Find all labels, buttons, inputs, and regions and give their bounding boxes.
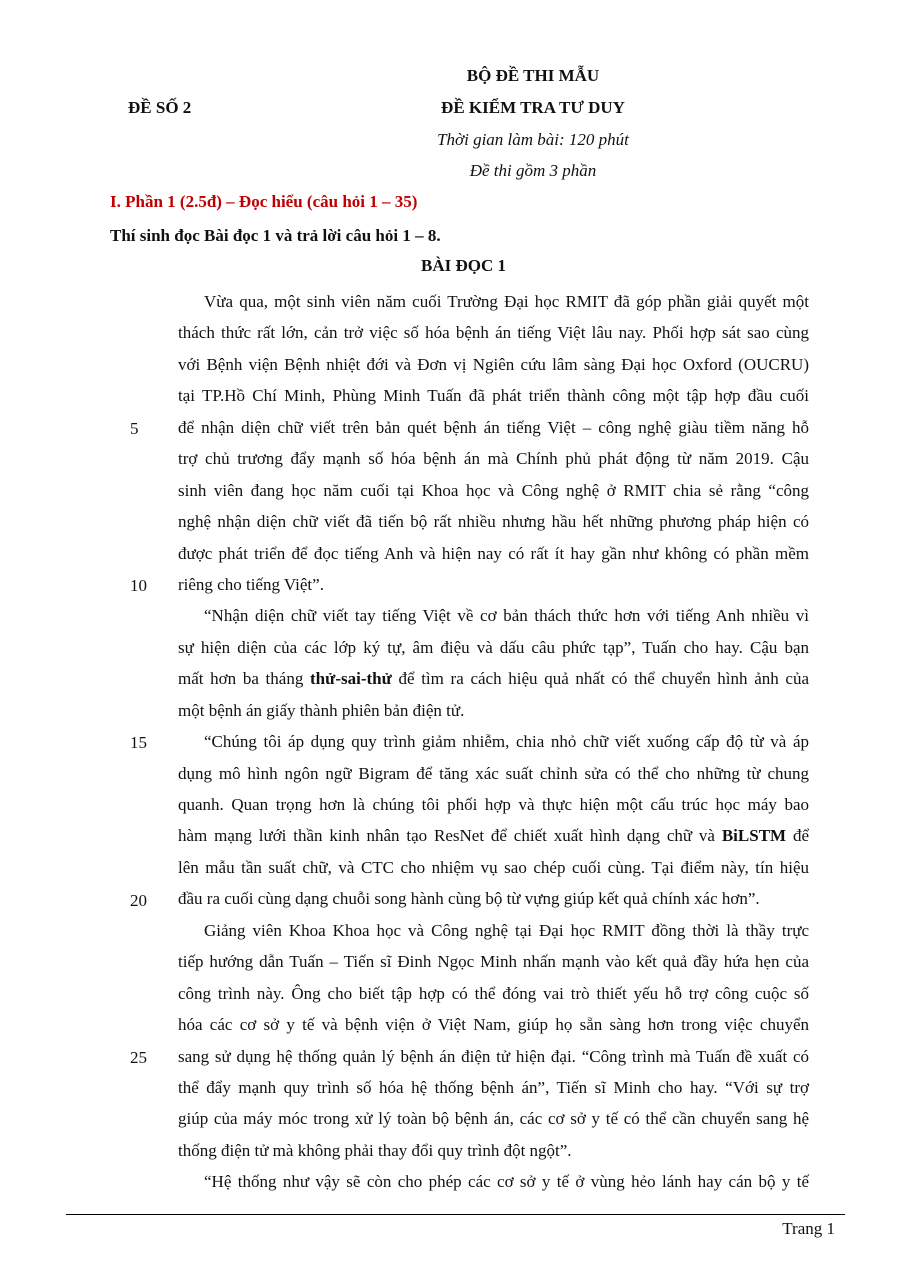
passage-line xyxy=(178,1103,809,1134)
passage-line xyxy=(178,286,809,317)
passage-text: công trình này. Ông cho biết tập hợp có thể đóng vai trò thiết yếu hỗ trợ công cuộc số xyxy=(178,983,809,1003)
passage-text: hóa các cơ sở y tế và bệnh viện ở Việt Nam, giúp họ sẵn sàng hơn trong việc chuyển xyxy=(178,1015,809,1035)
passage-line xyxy=(178,1135,809,1166)
line-number: 20 xyxy=(130,890,147,910)
passage-text: tại TP.Hồ Chí Minh, Phùng Minh Tuấn đã phát triển thành công một tập hợp đầu cuối xyxy=(178,386,809,406)
passage-text: với Bệnh viện Bệnh nhiệt đới và Đơn vị Ngiên cứu lâm sàng Đại học Oxford (OUCRU) xyxy=(178,354,809,374)
passage-text: Vừa qua, một sinh viên năm cuối Trường Đại học RMIT đã góp phần giải quyết một xyxy=(204,292,809,311)
footer-divider xyxy=(66,1214,845,1215)
passage-line xyxy=(178,317,809,348)
bold-term: thử-sai-thử xyxy=(310,669,392,689)
passage-line xyxy=(178,663,809,694)
passage-text: “Chúng tôi áp dụng quy trình giảm nhiễm, chia nhỏ chữ viết xuống cấp độ từ và áp xyxy=(204,732,809,752)
passage-line xyxy=(178,1072,809,1103)
passage-text: để nhận diện chữ viết trên bản quét bệnh án tiếng Việt – công nghệ giàu tiềm năng hỗ xyxy=(178,417,809,437)
passage-text: để tìm ra cách hiệu quả nhất có thể chuyển hình ảnh của xyxy=(391,669,810,689)
passage-text: sinh viên đang học năm cuối tại Khoa học và Công nghệ ở RMIT chia sẻ rằng “công xyxy=(178,480,809,500)
time-limit-note: Thời gian làm bài: 120 phút xyxy=(437,130,629,149)
exam-set-title: BỘ ĐỀ THI MẪU xyxy=(466,66,600,85)
passage-text: quanh. Quan trọng hơn là chúng tôi phối hợp và thực hiện một cấu trúc học máy bao xyxy=(178,795,809,814)
passage-line xyxy=(178,883,809,914)
passage-line xyxy=(178,443,809,474)
passage-text: “Nhận diện chữ viết tay tiếng Việt về cơ bản thách thức hơn với tiếng Anh nhiều vì xyxy=(204,606,809,626)
passage-text: lên mẫu tần suất chữ, và CTC cho nhiệm vụ sao chép cuối cùng. Tại điểm này, tín hiệu xyxy=(178,857,809,877)
passage-text: thách thức rất lớn, cản trở việc số hóa bệnh án tiếng Việt lâu nay. Phối hợp sát sao cùng xyxy=(178,323,809,343)
bold-term: BiLSTM xyxy=(721,826,787,846)
passage-text: hàm mạng lưới thần kinh nhân tạo ResNet để chiết xuất hình dạng chữ và xyxy=(178,826,722,846)
passage-line xyxy=(178,915,809,946)
passage-text: Giảng viên Khoa Khoa học và Công nghệ tại Đại học RMIT đồng thời là thầy trực xyxy=(204,920,809,940)
passage-line xyxy=(178,1166,809,1197)
exam-number: ĐỀ SỐ 2 xyxy=(128,98,192,117)
passage-text: một bệnh án giấy thành phiên bản điện tử. xyxy=(178,700,465,720)
passage-line xyxy=(178,726,809,757)
line-number: 10 xyxy=(130,576,147,596)
passage-text: dụng mô hình ngôn ngữ Bigram để tăng xác suất chỉnh sửa có thể cho những từ chung xyxy=(178,763,809,783)
passage-text: tiếp hướng dẫn Tuấn – Tiến sĩ Đinh Ngọc Minh nhấn mạnh vào kết quả đầy hứa hẹn của xyxy=(178,952,809,972)
passage-line xyxy=(178,789,809,820)
passage-text: nghệ nhận diện chữ viết đã tiến bộ rất nhiều nhưng hầu hết những phương pháp hiện có xyxy=(178,512,809,532)
passage-line xyxy=(178,475,809,506)
passage-text: đầu ra cuối cùng dạng chuỗi song hành cùng bộ từ vựng giúp kết quả chính xác hơn”. xyxy=(178,889,760,909)
passage-text: sự hiện diện của các lớp ký tự, âm điệu và dấu câu phức tạp”, Tuấn cho hay. Cậu bạn xyxy=(178,637,809,657)
parts-note: Đề thi gồm 3 phần xyxy=(469,161,597,180)
passage-text: trợ chủ trương đẩy mạnh số hóa bệnh án mà Chính phủ phát động từ năm 2019. Cậu xyxy=(178,449,809,469)
passage-line xyxy=(178,852,809,883)
passage-text: “Hệ thống như vậy sẽ còn cho phép các cơ sở y tế ở vùng hẻo lánh hay cán bộ y tế xyxy=(204,1172,809,1192)
section-heading: I. Phần 1 (2.5đ) – Đọc hiểu (câu hỏi 1 – 35) xyxy=(110,192,418,211)
passage-line xyxy=(178,820,809,851)
instruction-text: Thí sinh đọc Bài đọc 1 và trả lời câu hỏi 1 – 8. xyxy=(110,226,441,245)
passage-line xyxy=(178,946,809,977)
passage-text: riêng cho tiếng Việt”. xyxy=(178,574,324,594)
passage-line xyxy=(178,538,809,569)
passage-line xyxy=(178,632,809,663)
page-number: Trang 1 xyxy=(782,1219,835,1238)
reading-title: BÀI ĐỌC 1 xyxy=(421,256,507,275)
line-number: 5 xyxy=(130,418,139,438)
passage-text: thể đẩy mạnh quy trình số hóa hệ thống bệnh án”, Tiến sĩ Minh cho hay. “Với sự trợ xyxy=(178,1077,809,1097)
exam-subtitle: ĐỀ KIỂM TRA TƯ DUY xyxy=(441,98,625,117)
passage-text: để xyxy=(786,826,809,846)
passage-line xyxy=(178,569,809,600)
passage-line xyxy=(178,1041,809,1072)
passage-text: được phát triển để đọc tiếng Anh và hiện nay có rất ít hay gần như không có phần mềm xyxy=(178,543,809,563)
passage-text: mất hơn ba tháng xyxy=(178,669,311,689)
line-number: 15 xyxy=(130,733,147,753)
passage-line xyxy=(178,758,809,789)
passage-text: thống điện tử mà không phải thay đổi quy trình đột ngột”. xyxy=(178,1140,572,1160)
passage-line xyxy=(178,349,809,380)
passage-line xyxy=(178,978,809,1009)
reading-passage xyxy=(178,286,809,1198)
passage-text: sang sử dụng hệ thống quản lý bệnh án điện tử hiện đại. “Công trình mà Tuấn đề xuất có xyxy=(178,1046,809,1066)
passage-line xyxy=(178,506,809,537)
line-number: 25 xyxy=(130,1047,147,1067)
passage-line xyxy=(178,695,809,726)
passage-line xyxy=(178,1009,809,1040)
passage-line xyxy=(178,600,809,631)
passage-line xyxy=(178,380,809,411)
passage-text: giúp của máy móc trong xử lý toàn bộ bệnh án, các cơ sở y tế có thể cần chuyển sang hệ xyxy=(178,1109,809,1129)
passage-line xyxy=(178,412,809,443)
